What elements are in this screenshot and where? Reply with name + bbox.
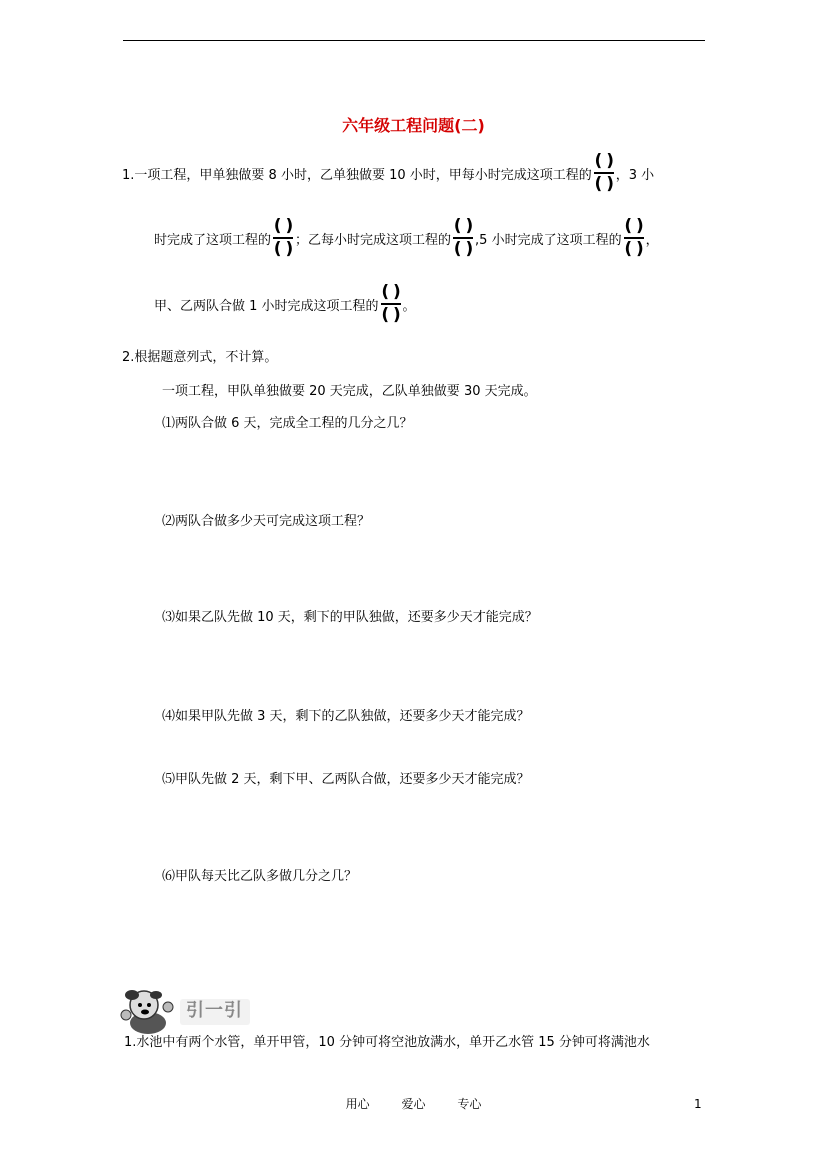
blank-fraction[interactable]	[624, 217, 644, 259]
fraction-numerator: ( )	[453, 216, 473, 236]
footer-item: 用心	[345, 1097, 370, 1111]
q1-text: ；乙每小时完成这项工程的	[295, 232, 452, 248]
blank-fraction[interactable]	[594, 152, 614, 194]
footer-item: 专心	[457, 1097, 482, 1111]
q2-sub-4: ⑷如果甲队先做 3 天，剩下的乙队独做，还要多少天才能完成？	[162, 709, 530, 724]
page-number: 1	[694, 1097, 702, 1111]
fraction-denominator: ( )	[273, 239, 293, 259]
q1-text: ，3 小	[615, 167, 655, 183]
q1-text: 时完成了这项工程的	[154, 232, 272, 248]
q1-text: 1.一项工程，甲单独做要 8 小时，乙单独做要 10 小时，甲每小时完成这项工程的	[122, 167, 592, 183]
q1-line-2	[154, 217, 659, 259]
fraction-denominator: ( )	[453, 239, 473, 259]
q1-text: 。	[402, 298, 416, 314]
fraction-denominator: ( )	[594, 174, 613, 194]
q2-sub-6: ⑹甲队每天比乙队多做几分之几？	[162, 869, 358, 884]
fraction-numerator: ( )	[594, 151, 613, 171]
q2-sub-5: ⑸甲队先做 2 天，剩下甲、乙两队合做，还要多少天才能完成？	[162, 772, 530, 787]
q2-sub-3: ⑶如果乙队先做 10 天，剩下的甲队独做，还要多少天才能完成？	[162, 610, 538, 625]
blank-fraction[interactable]	[381, 283, 401, 325]
fraction-numerator: ( )	[273, 216, 293, 236]
q1-text: ，	[645, 232, 659, 248]
blank-fraction[interactable]	[453, 217, 473, 259]
footer-motto	[0, 1095, 827, 1112]
q1-line-1	[122, 152, 654, 194]
q2-intro: 一项工程，甲队单独做要 20 天完成，乙队单独做要 30 天完成。	[162, 384, 537, 399]
yin-question: 1.水池中有两个水管，单开甲管，10 分钟可将空池放满水，单开乙水管 15 分钟可将满池水	[124, 1035, 650, 1050]
q1-line-3	[154, 283, 416, 325]
blank-fraction[interactable]	[273, 217, 293, 259]
q2-sub-1: ⑴两队合做 6 天，完成全工程的几分之几？	[162, 416, 413, 431]
page-title: 六年级工程问题(二)	[342, 116, 485, 135]
yin-label: 引一引	[186, 1000, 243, 1021]
fraction-numerator: ( )	[381, 282, 400, 302]
q2-sub-2: ⑵两队合做多少天可完成这项工程？	[162, 514, 371, 529]
q1-text: ,5 小时完成了这项工程的	[475, 232, 622, 248]
fraction-denominator: ( )	[381, 305, 400, 325]
footer-item: 爱心	[401, 1097, 426, 1111]
q1-text: 甲、乙两队合做 1 小时完成这项工程的	[154, 298, 379, 314]
q2-heading: 2.根据题意列式，不计算。	[122, 350, 278, 365]
header-rule	[123, 40, 705, 41]
fraction-denominator: ( )	[624, 239, 643, 259]
fraction-numerator: ( )	[624, 216, 643, 236]
